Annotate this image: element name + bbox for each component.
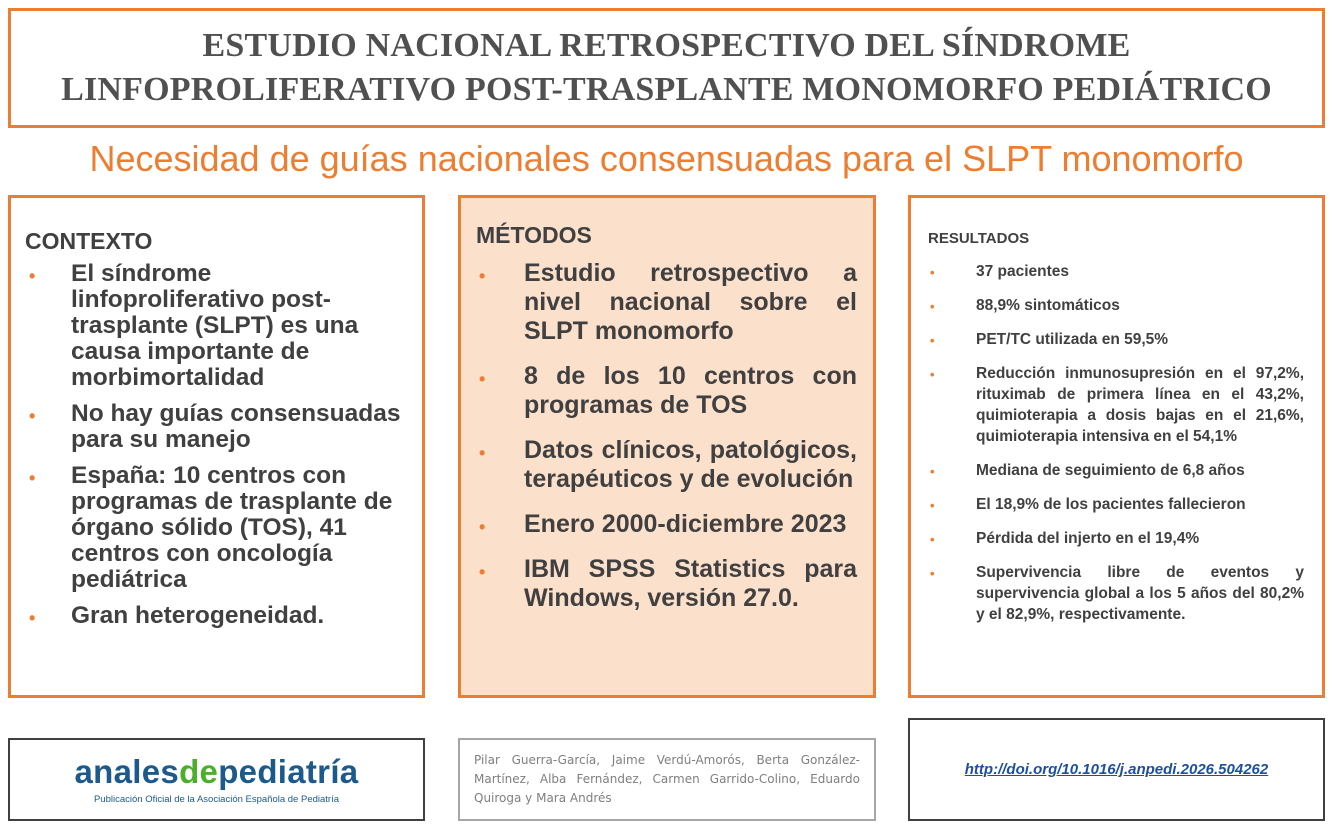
methods-item-text: Estudio retrospectivo a nivel nacional sobre el SLPT monomorfo: [524, 259, 857, 345]
methods-item: [476, 259, 857, 346]
results-list: [928, 261, 1304, 625]
bullet-icon: •: [479, 443, 486, 463]
methods-heading: MÉTODOS: [476, 222, 592, 248]
bullet-icon: •: [930, 299, 935, 314]
journal-logo: [75, 754, 359, 790]
results-panel: [908, 195, 1325, 698]
bullet-icon: •: [930, 532, 935, 547]
results-item-text: Supervivencia libre de eventos y supervivencia global a los 5 años del 80,2% y el 82,9%, respectivamente.: [976, 564, 1304, 623]
results-item-text: Mediana de seguimiento de 6,8 años: [976, 462, 1245, 479]
context-list: [25, 261, 404, 629]
results-heading: RESULTADOS: [928, 230, 1030, 247]
results-item-text: 37 pacientes: [976, 263, 1070, 280]
title-line-2: LINFOPROLIFERATIVO POST-TRASPLANTE MONOMORFO PEDIÁTRICO: [61, 71, 1272, 108]
bullet-icon: •: [479, 266, 486, 286]
logo-part-anales: anales: [74, 753, 180, 790]
bullet-icon: •: [29, 406, 36, 426]
title-box: [8, 8, 1325, 128]
title-line-1: ESTUDIO NACIONAL RETROSPECTIVO DEL SÍNDROME: [202, 27, 1131, 64]
methods-item-text: Datos clínicos, patológicos, terapéuticos y de evolución: [524, 436, 857, 493]
results-item: [928, 363, 1304, 447]
methods-item: [476, 362, 857, 420]
bullet-icon: •: [930, 498, 935, 513]
context-item: [25, 401, 404, 453]
results-item-text: Pérdida del injerto en el 19,4%: [976, 530, 1200, 547]
bullet-icon: •: [479, 369, 486, 389]
bullet-icon: •: [930, 566, 935, 581]
doi-box: [908, 718, 1325, 821]
context-panel: [8, 195, 425, 698]
context-item: [25, 463, 404, 593]
results-item: [928, 261, 1304, 282]
context-item: [25, 603, 404, 629]
doi-link[interactable]: http://doi.org/10.1016/j.anpedi.2026.504262: [964, 761, 1269, 778]
methods-list: [476, 259, 857, 613]
results-item-text: Reducción inmunosupresión en el 97,2%, rituximab de primera línea en el 43,2%, quimioterapia a dosis bajas en el 21,6%, quimioterapia intensiva en el 54,1%: [976, 365, 1304, 445]
bullet-icon: •: [479, 517, 486, 537]
bullet-icon: •: [930, 333, 935, 348]
context-heading: CONTEXTO: [25, 228, 153, 254]
journal-tagline: Publicación Oficial de la Asociación Española de Pediatría: [93, 794, 340, 805]
methods-item-text: IBM SPSS Statistics para Windows, versión 27.0.: [524, 555, 857, 612]
methods-item: [476, 436, 857, 494]
context-item-text: No hay guías consensuadas para su manejo: [71, 400, 401, 453]
logo-part-de: de: [179, 753, 219, 790]
results-item-text: 88,9% sintomáticos: [976, 297, 1120, 314]
context-item-text: El síndrome linfoproliferativo post-trasplante (SLPT) es una causa importante de morbimortalidad: [71, 260, 359, 391]
context-item-text: España: 10 centros con programas de trasplante de órgano sólido (TOS), 41 centros con oncología pediátrica: [71, 462, 393, 593]
bullet-icon: •: [930, 265, 935, 280]
methods-panel: [458, 195, 876, 698]
authors-box: [458, 738, 876, 821]
bullet-icon: •: [930, 367, 935, 382]
results-item: [928, 494, 1304, 515]
results-item: [928, 562, 1304, 625]
results-item: [928, 329, 1304, 350]
journal-logo-box: [8, 738, 425, 821]
bullet-icon: •: [29, 608, 36, 628]
bullet-icon: •: [29, 266, 36, 286]
results-item: [928, 295, 1304, 316]
results-item: [928, 460, 1304, 481]
results-item: [928, 528, 1304, 549]
logo-part-pediatria: pediatría: [218, 753, 359, 790]
subtitle: Necesidad de guías nacionales consensuadas para el SLPT monomorfo: [89, 138, 1244, 179]
context-item: [25, 261, 404, 391]
bullet-icon: •: [29, 468, 36, 488]
bullet-icon: •: [930, 464, 935, 479]
methods-item: [476, 510, 857, 539]
methods-item-text: 8 de los 10 centros con programas de TOS: [524, 362, 857, 419]
authors-text: Pilar Guerra-García, Jaime Verdú-Amorós, Berta González-Martínez, Alba Fernández, Carmen Garrido-Colino, Eduardo Quiroga y Mara Andrés: [474, 753, 860, 805]
results-item-text: El 18,9% de los pacientes fallecieron: [976, 496, 1246, 513]
methods-item-text: Enero 2000-diciembre 2023: [524, 510, 847, 538]
results-item-text: PET/TC utilizada en 59,5%: [976, 331, 1169, 348]
methods-item: [476, 555, 857, 613]
context-item-text: Gran heterogeneidad.: [71, 602, 325, 629]
bullet-icon: •: [479, 562, 486, 582]
